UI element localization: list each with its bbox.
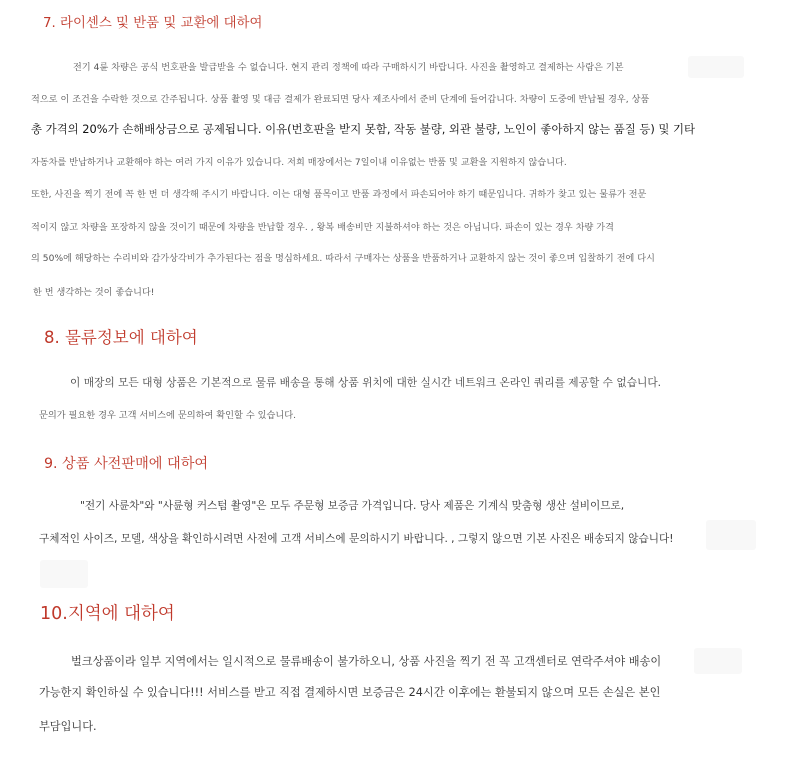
body-text-line: 한 번 생각하는 것이 좋습니다! [33, 288, 155, 298]
body-text-line: 의 50%에 해당하는 수리비와 감가상각비가 추가된다는 점을 명심하세요. 따라서 구매자는 상품을 반품하거나 교환하지 않는 것이 좋으며 입찰하기 전에 다시 [31, 254, 655, 264]
body-text-line: 이 매장의 모든 대형 상품은 기본적으로 물류 배송을 통해 상품 위치에 대한 실시간 네트워크 온라인 쿼리를 제공할 수 없습니다. [70, 376, 662, 389]
background-smudge [40, 560, 88, 588]
body-text-line: 적으로 이 조건을 수락한 것으로 간주됩니다. 상품 촬영 및 대금 결제가 완료되면 당사 제조사에서 준비 단계에 들어갑니다. 차량이 도중에 반납될 경우, 상품 [31, 95, 650, 105]
body-text-line: 가능한지 확인하실 수 있습니다!!! 서비스를 받고 직접 결제하시면 보증금은 24시간 이후에는 환불되지 않으며 모든 손실은 본인 [39, 686, 661, 699]
section-heading-presale: 9. 상품 사전판매에 대하여 [44, 456, 209, 472]
section-heading-logistics: 8. 물류정보에 대하여 [44, 328, 198, 347]
section-heading-licensing: 7. 라이센스 및 반품 및 교환에 대하여 [43, 16, 263, 31]
body-text-line-emphasis: 총 가격의 20%가 손해배상금으로 공제됩니다. 이유(번호판을 받지 못함, 작동 불량, 외관 불량, 노인이 좋아하지 않는 품질 등) 및 기타 [31, 122, 696, 136]
body-text-line: 벌크상품이라 일부 지역에서는 일시적으로 물류배송이 불가하오니, 상품 사진을 찍기 전 꼭 고객센터로 연락주셔야 배송이 [71, 655, 662, 668]
section-heading-region: 10.지역에 대하여 [40, 604, 175, 624]
background-smudge [688, 56, 744, 78]
body-text-line: 적이지 않고 차량을 포장하지 않을 것이기 때문에 차량을 반납할 경우. , 왕복 배송비만 지불하셔야 하는 것은 아닙니다. 파손이 있는 경우 차량 가격 [31, 223, 614, 233]
background-smudge [694, 648, 742, 674]
body-text-line: 전기 4륜 차량은 공식 번호판을 발급받을 수 없습니다. 현지 관리 정책에 따라 구매하시기 바랍니다. 사진을 촬영하고 결제하는 사람은 기본 [73, 63, 624, 73]
body-text-line: 또한, 사진을 찍기 전에 꼭 한 번 더 생각해 주시기 바랍니다. 이는 대형 품목이고 반품 과정에서 파손되어야 하기 때문입니다. 귀하가 찾고 있는 물류가 전문 [31, 190, 647, 200]
body-text-line: "전기 사륜차"와 "사륜형 커스텀 촬영"은 모두 주문형 보증금 가격입니다. 당사 제품은 기계식 맞춤형 생산 설비이므로, [80, 500, 625, 512]
background-smudge [706, 520, 756, 550]
body-text-line: 자동차를 반납하거나 교환해야 하는 여러 가지 이유가 있습니다. 저희 매장에서는 7일이내 이유없는 반품 및 교환을 지원하지 않습니다. [31, 158, 567, 168]
body-text-line: 문의가 필요한 경우 고객 서비스에 문의하여 확인할 수 있습니다. [39, 410, 297, 421]
body-text-line: 부담입니다. [39, 720, 97, 733]
body-text-line: 구체적인 사이즈, 모델, 색상을 확인하시려면 사전에 고객 서비스에 문의하시기 바랍니다. , 그렇지 않으면 기본 사진은 배송되지 않습니다! [39, 533, 674, 545]
